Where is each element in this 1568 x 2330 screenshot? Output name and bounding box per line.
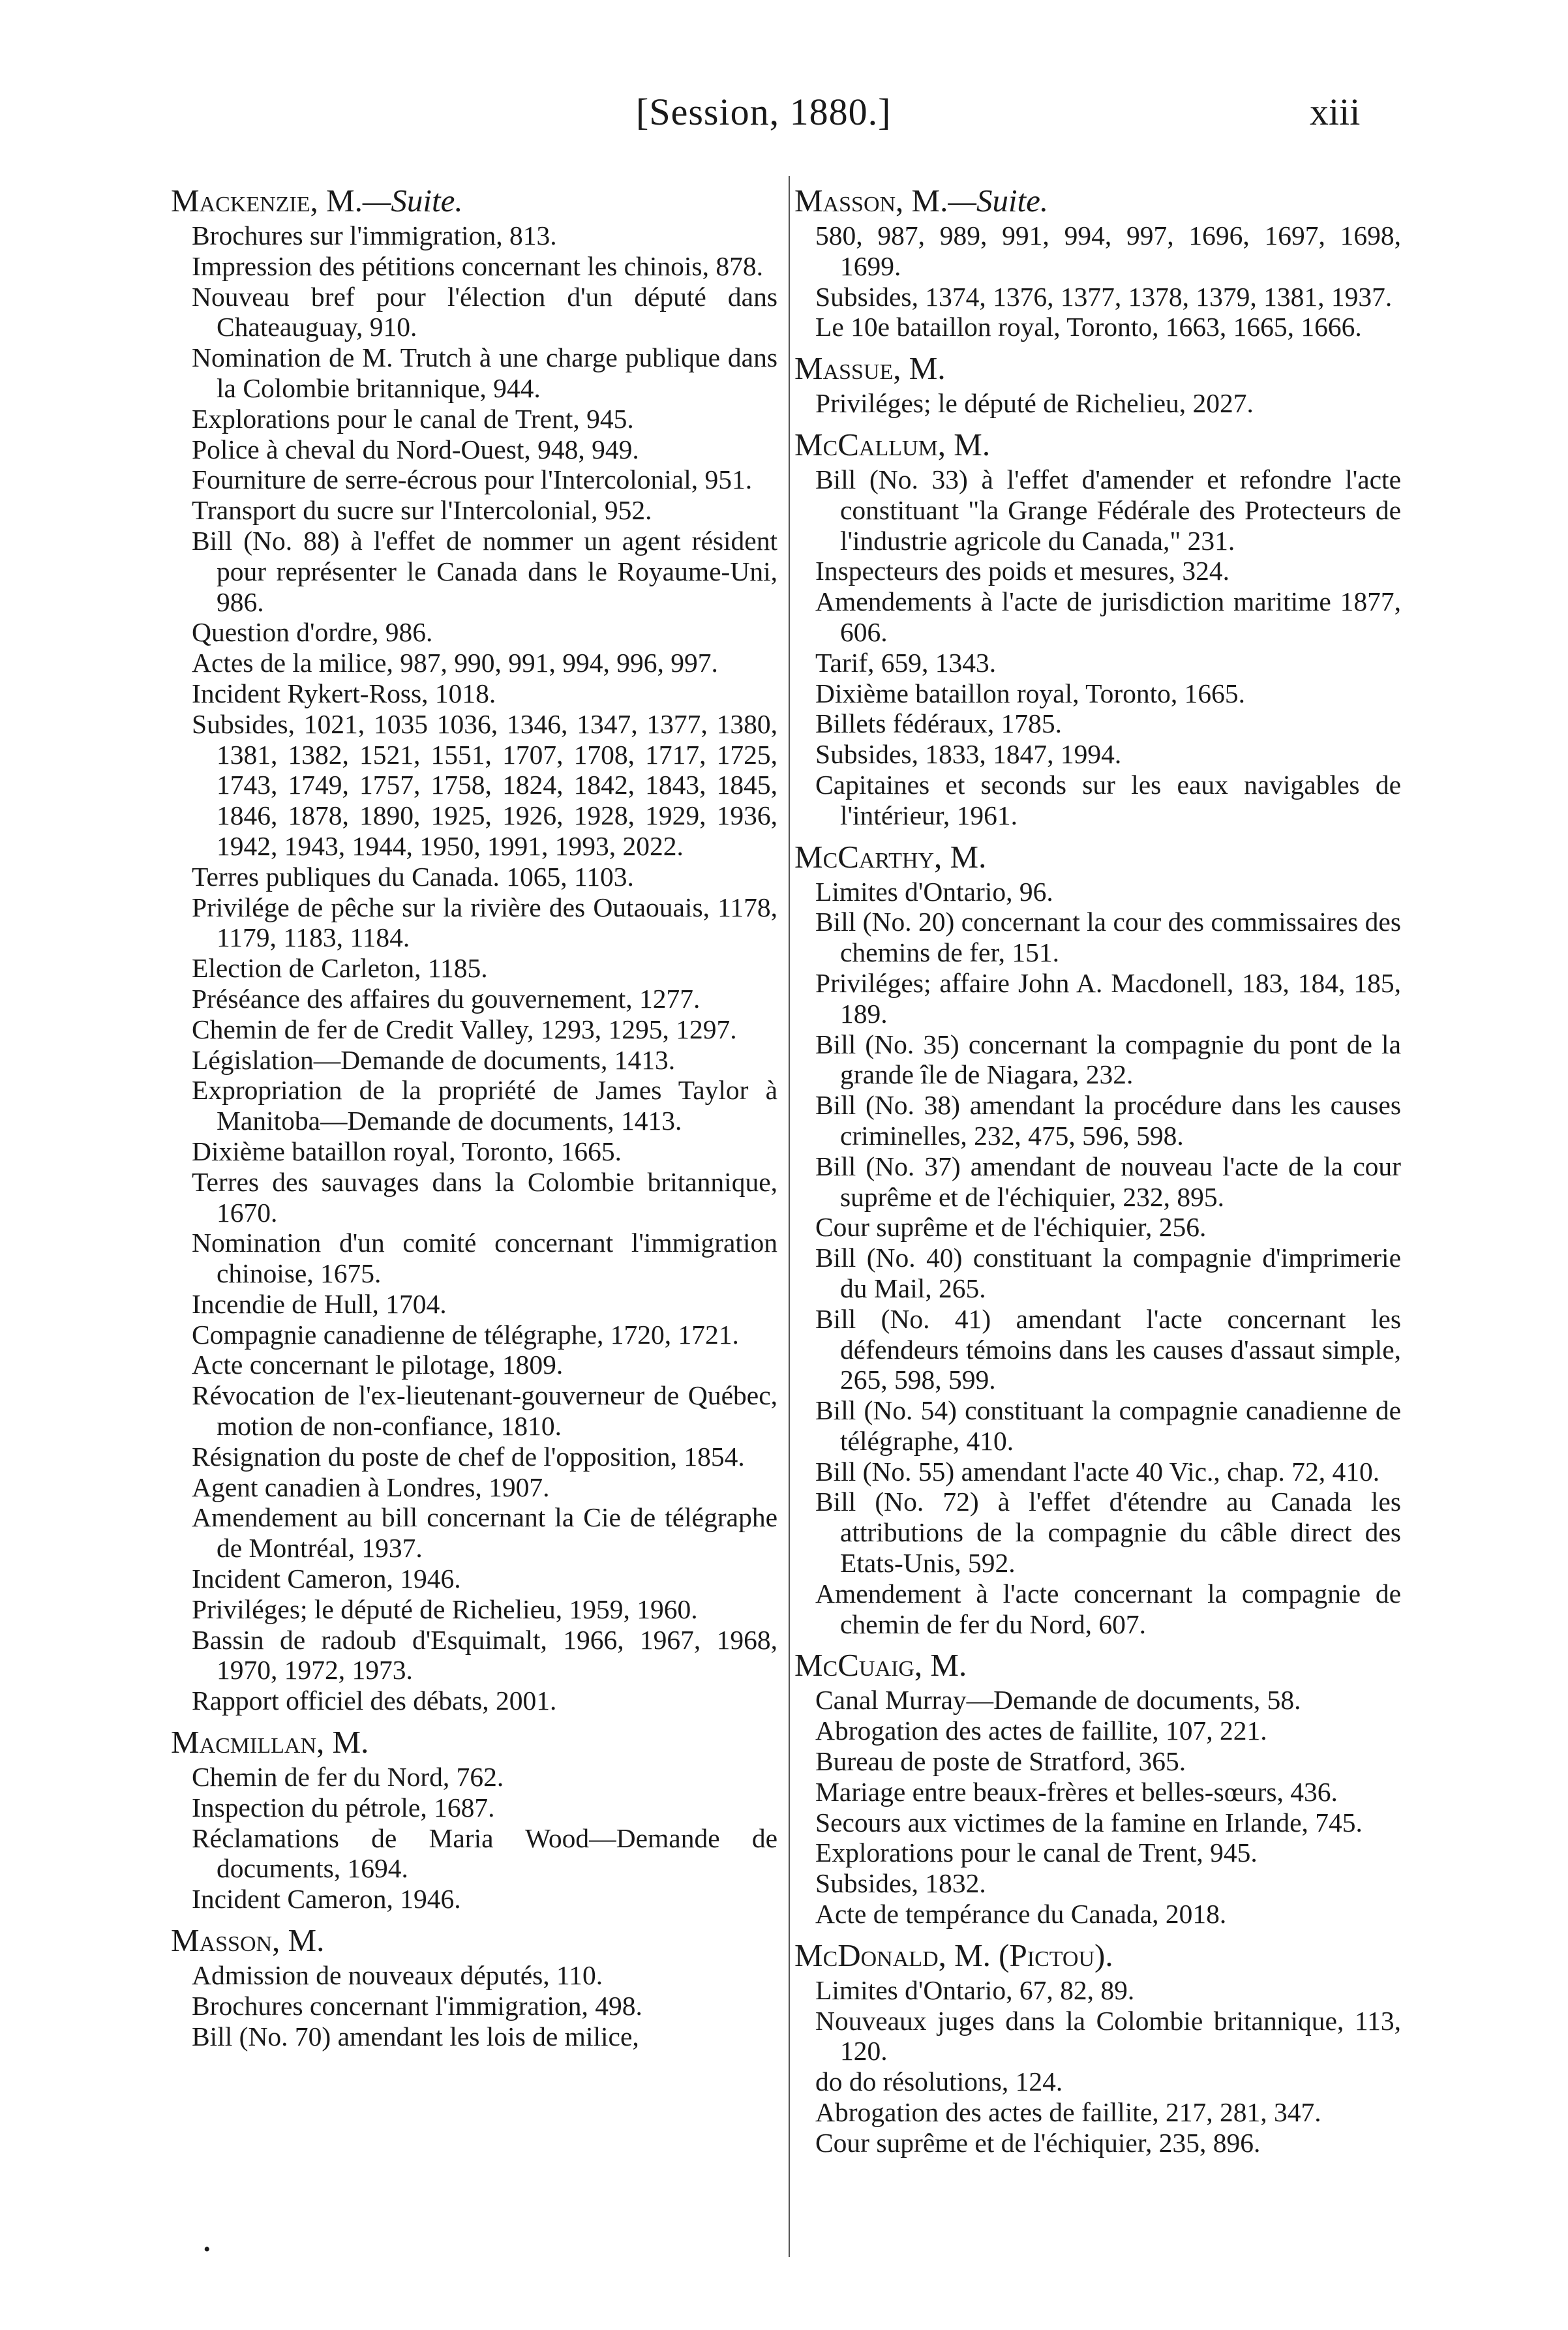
index-entry: Explorations pour le canal de Trent, 945. <box>192 403 634 434</box>
index-entry: Priviléges; affaire John A. Macdonell, 183, 184, 185, 189. <box>815 967 1401 1029</box>
index-entry: Chemin de fer du Nord, 762. <box>192 1762 504 1793</box>
index-entry: Rapport officiel des débats, 2001. <box>192 1686 557 1716</box>
index-entry: Expropriation de la propriété de James Taylor à Manitoba—Demande de documents, 1413. <box>192 1075 777 1136</box>
index-entry: Bill (No. 88) à l'effet de nommer un agent résident pour représenter le Canada dans le Royaume-Uni, 986. <box>192 525 777 617</box>
index-entry: Amendements à l'acte de jurisdiction maritime 1877, 606. <box>815 586 1401 647</box>
index-entry: Admission de nouveaux députés, 110. <box>192 1960 603 1991</box>
page-number: xiii <box>1310 91 1361 133</box>
index-entry: Législation—Demande de documents, 1413. <box>192 1044 676 1075</box>
index-entry: Acte concernant le pilotage, 1809. <box>192 1350 564 1380</box>
index-entry: Inspecteurs des poids et mesures, 324. <box>815 556 1230 586</box>
index-entry: Bill (No. 35) concernant la compagnie du pont de la grande île de Niagara, 232. <box>815 1029 1401 1090</box>
index-entry: Agent canadien à Londres, 1907. <box>192 1472 550 1502</box>
index-entry: Bill (No. 70) amendant les lois de milice, <box>192 2021 639 2051</box>
index-entry: Bill (No. 54) constituant la compagnie canadienne de télégraphe, 410. <box>815 1395 1401 1456</box>
index-entry: Bill (No. 38) amendant la procédure dans les causes criminelles, 232, 475, 596, 598. <box>815 1090 1401 1151</box>
index-entry: Explorations pour le canal de Trent, 945. <box>815 1838 1258 1868</box>
index-entry: Nouveau bref pour l'élection d'un député dans Chateauguay, 910. <box>192 281 777 342</box>
index-entry: Limites d'Ontario, 96. <box>815 876 1053 907</box>
index-entry: Bassin de radoub d'Esquimalt, 1966, 1967, 1968, 1970, 1972, 1973. <box>192 1624 777 1686</box>
heading-name: McDonald, M. (Pictou). <box>794 1937 1113 1973</box>
index-entry: Subsides, 1021, 1035 1036, 1346, 1347, 1377, 1380, 1381, 1382, 1521, 1551, 1707, 1708, 1717, 1725, 1743, 1749, 1757, 1758, 1824, 1842, 1843, 1845, 1846, 1878, 1890, 1925, 1926, 1928, 1929, 1936, 1942, 1943, 1944, 1950, 1991, 1993, 2022. <box>192 708 777 861</box>
index-entry: Acte de tempérance du Canada, 2018. <box>815 1899 1227 1929</box>
index-entry: Brochures concernant l'immigration, 498. <box>192 1990 642 2021</box>
index-entry: Bill (No. 37) amendant de nouveau l'acte de la cour suprême et de l'échiquier, 232, 895. <box>815 1151 1401 1212</box>
index-entry: Bill (No. 55) amendant l'acte 40 Vic., chap. 72, 410. <box>815 1456 1380 1487</box>
index-entry: Secours aux victimes de la famine en Irlande, 745. <box>815 1807 1363 1838</box>
heading-suite: —Suite. <box>948 183 1049 219</box>
index-entry: Incident Cameron, 1946. <box>192 1884 461 1914</box>
index-entry: do do résolutions, 124. <box>815 2066 1063 2097</box>
index-entry: Abrogation des actes de faillite, 217, 281, 347. <box>815 2097 1321 2128</box>
index-entry: Actes de la milice, 987, 990, 991, 994, 996, 997. <box>192 648 718 678</box>
index-entry: Bill (No. 33) à l'effet d'amender et refondre l'acte constituant "la Grange Fédérale des Protecteurs de l'industrie agricole du Canada," 231. <box>815 464 1401 556</box>
index-entry: Police à cheval du Nord-Ouest, 948, 949. <box>192 434 639 464</box>
index-heading <box>171 181 777 220</box>
heading-name: McCallum, M. <box>794 426 991 462</box>
index-entry: Fourniture de serre-écrous pour l'Intercolonial, 951. <box>192 464 753 495</box>
index-entry: Chemin de fer de Credit Valley, 1293, 1295, 1297. <box>192 1014 737 1044</box>
index-heading <box>794 1936 1401 1975</box>
index-entry: Amendement au bill concernant la Cie de télégraphe de Montréal, 1937. <box>192 1502 777 1564</box>
index-entry: Amendement à l'acte concernant la compagnie de chemin de fer du Nord, 607. <box>815 1578 1401 1639</box>
index-entry: Tarif, 659, 1343. <box>815 647 997 678</box>
index-entry: Transport du sucre sur l'Intercolonial, 952. <box>192 495 652 526</box>
heading-name: Macmillan, M. <box>171 1724 369 1761</box>
heading-name: Masson, M. <box>171 1922 325 1959</box>
index-entry: Question d'ordre, 986. <box>192 617 433 648</box>
index-entry: Dixième bataillon royal, Toronto, 1665. <box>815 678 1246 708</box>
index-entry: Election de Carleton, 1185. <box>192 953 488 984</box>
heading-name: Masson, M. <box>794 183 948 219</box>
index-entry: Bill (No. 41) amendant l'acte concernant les défendeurs témoins dans les causes d'assaut simple, 265, 598, 599. <box>815 1303 1401 1395</box>
index-heading <box>794 838 1401 877</box>
index-entry: Subsides, 1374, 1376, 1377, 1378, 1379, 1381, 1937. <box>815 281 1393 312</box>
index-entry: Subsides, 1833, 1847, 1994. <box>815 739 1122 770</box>
column-divider <box>789 176 790 2257</box>
heading-name: Mackenzie, M. <box>171 183 363 219</box>
index-heading <box>171 1723 777 1762</box>
index-entry: Bureau de poste de Stratford, 365. <box>815 1746 1186 1777</box>
left-column <box>171 181 777 2051</box>
index-entry: Terres publiques du Canada. 1065, 1103. <box>192 861 634 892</box>
index-entry: Incident Rykert-Ross, 1018. <box>192 678 496 708</box>
index-heading <box>794 181 1401 220</box>
index-entry: Abrogation des actes de faillite, 107, 221. <box>815 1716 1267 1746</box>
index-entry: Réclamations de Maria Wood—Demande de documents, 1694. <box>192 1823 777 1884</box>
index-entry: Incendie de Hull, 1704. <box>192 1288 447 1319</box>
index-entry: Privilége de pêche sur la rivière des Outaouais, 1178, 1179, 1183, 1184. <box>192 892 777 953</box>
heading-name: McCarthy, M. <box>794 838 987 875</box>
index-heading <box>794 425 1401 464</box>
index-entry: Inspection du pétrole, 1687. <box>192 1792 495 1823</box>
page-header <box>0 90 1568 142</box>
heading-name: Massue, M. <box>794 350 946 387</box>
index-entry: Canal Murray—Demande de documents, 58. <box>815 1685 1301 1716</box>
index-entry: Incident Cameron, 1946. <box>192 1564 461 1594</box>
index-entry: Bill (No. 20) concernant la cour des commissaires des chemins de fer, 151. <box>815 907 1401 968</box>
index-entry: Limites d'Ontario, 67, 82, 89. <box>815 1974 1135 2005</box>
session-heading: [Session, 1880.] <box>636 91 892 133</box>
index-entry: Priviléges; le député de Richelieu, 2027. <box>815 388 1254 419</box>
index-entry: Subsides, 1832. <box>815 1868 986 1899</box>
index-heading <box>794 349 1401 388</box>
right-column <box>794 181 1401 2158</box>
bullet-mark: • <box>204 2239 211 2260</box>
index-entry: Nomination d'un comité concernant l'immigration chinoise, 1675. <box>192 1228 777 1289</box>
index-entry: Compagnie canadienne de télégraphe, 1720, 1721. <box>192 1319 739 1350</box>
index-entry: Priviléges; le député de Richelieu, 1959, 1960. <box>192 1594 698 1624</box>
index-entry: Mariage entre beaux-frères et belles-sœurs, 436. <box>815 1776 1338 1807</box>
heading-suite: —Suite. <box>362 183 463 219</box>
index-entry: Terres des sauvages dans la Colombie britannique, 1670. <box>192 1166 777 1228</box>
index-entry: Cour suprême et de l'échiquier, 256. <box>815 1212 1207 1243</box>
index-entry: Révocation de l'ex-lieutenant-gouverneur de Québec, motion de non-confiance, 1810. <box>192 1380 777 1442</box>
heading-name: McCuaig, M. <box>794 1647 967 1684</box>
index-entry: Brochures sur l'immigration, 813. <box>192 220 557 250</box>
index-entry: Bill (No. 40) constituant la compagnie d'imprimerie du Mail, 265. <box>815 1243 1401 1303</box>
index-entry: Billets fédéraux, 1785. <box>815 708 1063 739</box>
index-heading <box>171 1921 777 1960</box>
index-entry: Nomination de M. Trutch à une charge publique dans la Colombie britannique, 944. <box>192 342 777 403</box>
index-entry: Nouveaux juges dans la Colombie britannique, 113, 120. <box>815 2005 1401 2066</box>
index-entry: Le 10e bataillon royal, Toronto, 1663, 1665, 1666. <box>815 312 1362 342</box>
index-entry: Préséance des affaires du gouvernement, 1277. <box>192 983 701 1014</box>
index-entry: 580, 987, 989, 991, 994, 997, 1696, 1697, 1698, 1699. <box>815 220 1401 281</box>
index-entry: Capitaines et seconds sur les eaux navigables de l'intérieur, 1961. <box>815 769 1401 830</box>
index-heading <box>794 1646 1401 1685</box>
index-entry: Impression des pétitions concernant les chinois, 878. <box>192 250 763 281</box>
index-entry: Bill (No. 72) à l'effet d'étendre au Canada les attributions de la compagnie du câble direct des Etats-Unis, 592. <box>815 1487 1401 1579</box>
index-entry: Dixième bataillon royal, Toronto, 1665. <box>192 1136 622 1166</box>
index-entry: Résignation du poste de chef de l'opposition, 1854. <box>192 1441 745 1472</box>
index-entry: Cour suprême et de l'échiquier, 235, 896. <box>815 2127 1261 2158</box>
